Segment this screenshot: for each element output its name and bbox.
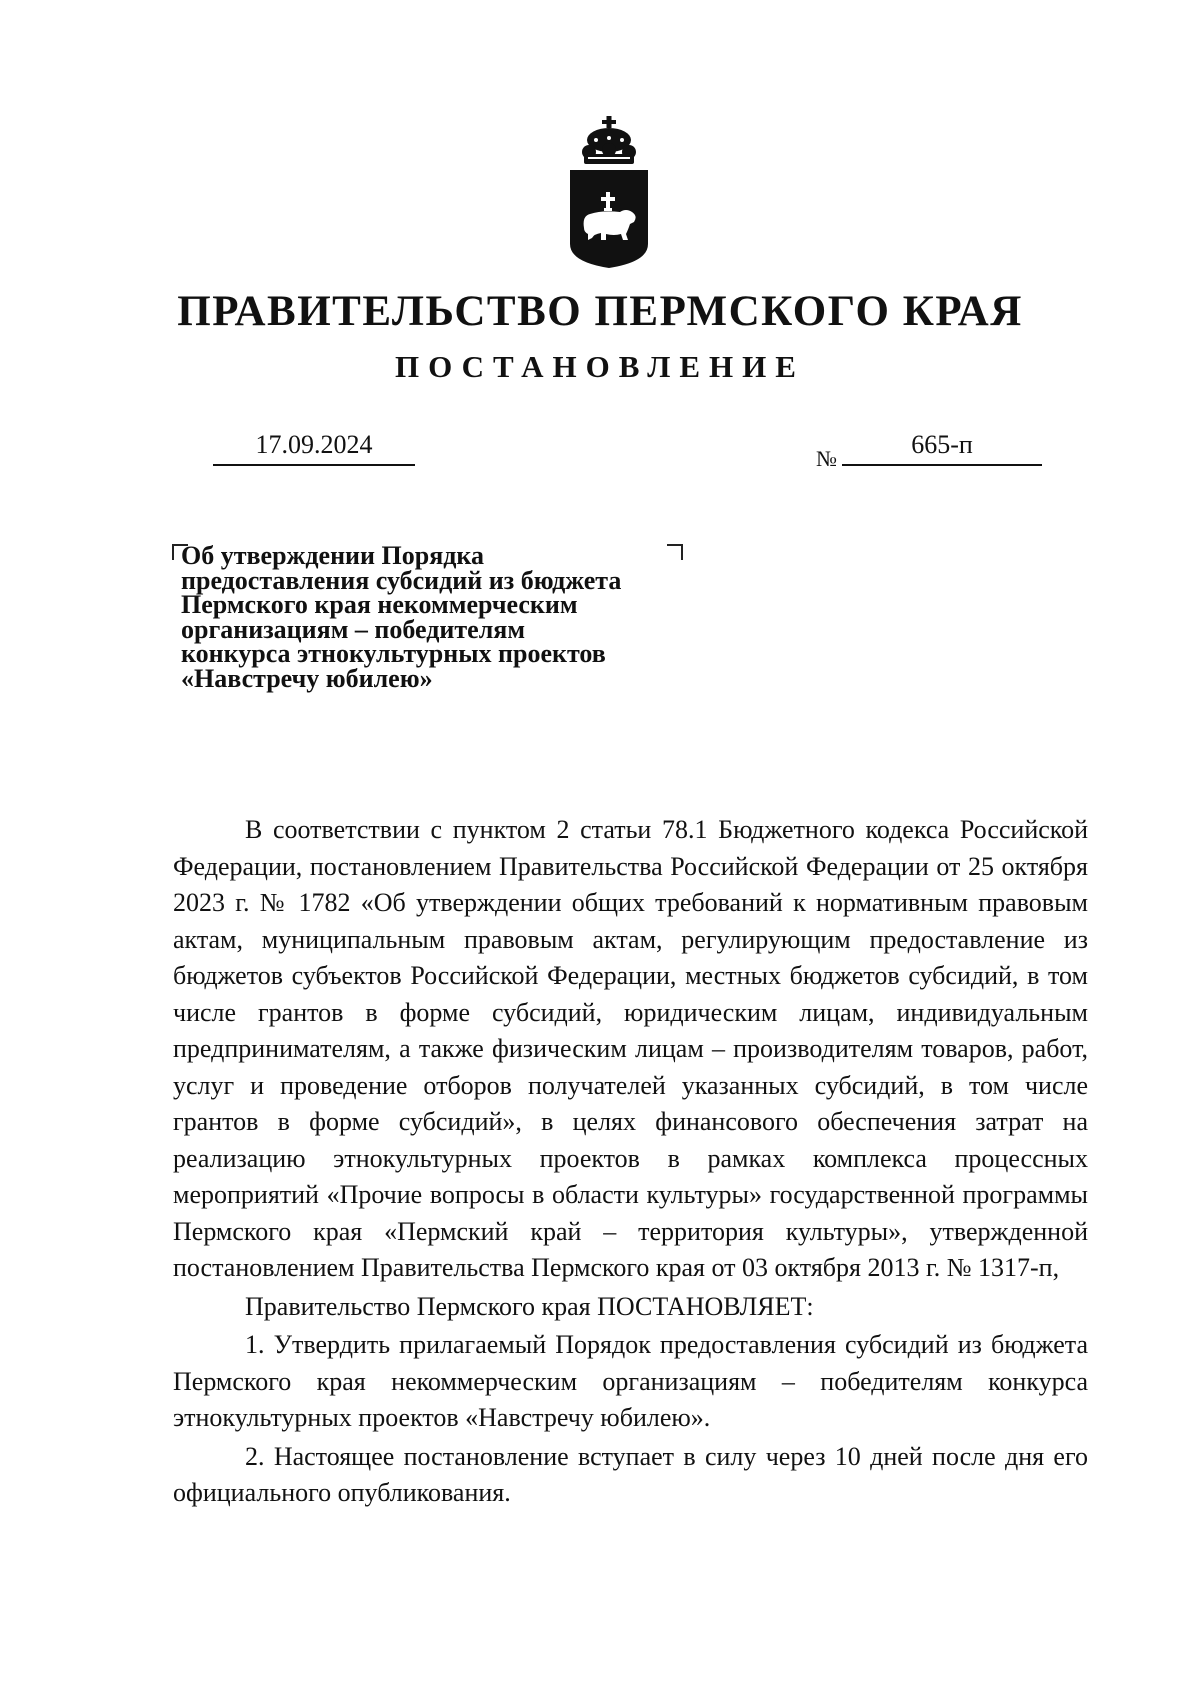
number-sign: № [816, 446, 837, 471]
government-title: ПРАВИТЕЛЬСТВО ПЕРМСКОГО КРАЯ [177, 288, 1023, 335]
document-date: 17.09.2024 [213, 428, 415, 466]
heading-line: организациям – победителям [181, 614, 526, 644]
document-heading [181, 541, 681, 693]
resolution-statement: Правительство Пермского края ПОСТАНОВЛЯЕТ: [245, 1291, 814, 1321]
heading-line: Об утверждении Порядка [181, 541, 485, 570]
document-number: 665-п [842, 428, 1042, 466]
heading-line: Пермского края некоммерческим [181, 590, 578, 619]
clause-2: 2. Настоящее постановление вступает в силу через 10 дней после дня его официального опубликования. [173, 1441, 1088, 1507]
document-type: ПОСТАНОВЛЕНИЕ [395, 349, 805, 384]
heading-line: предоставления субсидий из бюджета [181, 565, 622, 595]
document-body [173, 812, 1088, 1512]
clause-1: 1. Утвердить прилагаемый Порядок предоставления субсидий из бюджета Пермского края некоммерческим организациям – победителям конкурса этнокультурных проектов «Навстречу юбилею». [173, 1330, 1088, 1432]
heading-line: конкурса этнокультурных проектов [181, 639, 606, 668]
heading-line: «Навстречу юбилею» [181, 663, 433, 693]
preamble-paragraph: В соответствии с пунктом 2 статьи 78.1 Бюджетного кодекса Российской Федерации, постановлением Правительства Российской Федерации от 25 октября 2023 г. № 1782 «Об утверждении общих требований к нормативным правовым актам, муниципальным правовым актам, регулирующим предоставление из бюджетов субъектов Российской Федерации, местных бюджетов субсидий, в том числе грантов в форме субсидий, юридическим лицам, индивидуальным предпринимателям, а также физическим лицам – производителям товаров, работ, услуг и проведение отборов получателей указанных субсидий, в том числе грантов в форме субсидий», в целях финансового обеспечения затрат на реализацию этнокультурных проектов в рамках комплекса процессных мероприятий «Прочие вопросы в области культуры» государственной программы Пермского края «Пермский край – территория культуры», утвержденной постановлением Правительства Пермского края от 03 октября 2013 г. № 1317-п, [173, 815, 1088, 1282]
coat-of-arms-icon [562, 116, 656, 270]
